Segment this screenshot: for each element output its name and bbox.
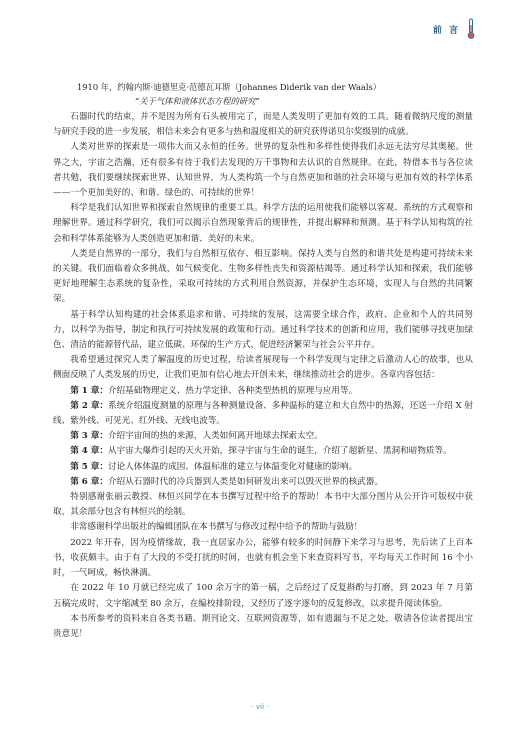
chapter-text: 系统介绍温度测量的原理与各种测量设备、多种温标的建立和大自然中的热源，还送一介绍 X 射线、紫外线、可见光、红外线、无线电波等。: [53, 400, 473, 427]
chapter-label: 第 3 章：: [70, 431, 108, 442]
chapter-summary: [53, 384, 473, 399]
chapter-text: 介绍基础物理定义、热力学定律、各种类型热机的原理与应用等。: [107, 385, 358, 396]
chapter-label: 第 5 章：: [70, 461, 108, 472]
chapter-label: 第 6 章：: [70, 476, 108, 487]
chapter-label: 第 1 章：: [70, 385, 108, 396]
chapter-summary: [53, 444, 473, 459]
paragraph: 人类对世界的探索是一项伟大而又永恒的任务。世界的复杂性和多样性使得我们永远无法穷尽其奥秘。世界之大，宇宙之浩瀚，还有很多有待于我们去发现的万千事物和去认识的自然规律。在此，特借本书与各位读者共勉，我们要继续探索世界、认知世界，为人类构筑一个与自然更加和谐的社会环境与更加有效的科学体系——一个更加美好的、和谐、绿色的、可持续的世界！: [53, 142, 473, 199]
page-header: [433, 18, 476, 40]
chapter-summary: [53, 399, 473, 429]
paragraph: 科学是我们认知世界和探索自然规律的重要工具。科学方法的运用使我们能够以客观、系统的方式观察和理解世界。通过科学研究，我们可以揭示自然现象背后的规律性，并提出解释和预测。基于科学认知构筑的社会和科学体系能够为人类创造更加和谐、美好的未来。: [53, 203, 473, 244]
preface-body: [53, 80, 473, 642]
page-number: · vii ·: [251, 703, 269, 711]
chapter-summary: [53, 460, 473, 475]
thermometer-icon: [466, 18, 476, 40]
quote-attribution: 1910 年，约翰内斯·迪德里克·范德瓦耳斯（Johannes Diderik van der Waals）: [77, 82, 382, 92]
chapter-text: 介绍宇宙间的热的来源，人类如何离开地球去探索太空。: [107, 431, 323, 442]
chapter-text: 从宇宙大爆炸引起的天火开始，探寻宇宙与生命的诞生，介绍了超新星、黑洞和暗物质等。: [107, 446, 452, 457]
header-title: 前 言: [432, 25, 460, 36]
quote-work-title: “关于气体和液体状态方程的研究”: [135, 96, 260, 106]
chapter-text: 介绍从石器时代的冷兵器到人类是如何研发出来可以毁灭世界的核武器。: [107, 476, 383, 487]
chapter-text: 讨论人体体温的成因、体温标准的建立与体温变化对健康的影响。: [107, 461, 358, 472]
paragraph: 2022 年开春，因为疫情缘故，我一直居家办公，能够有较多的时间静下来学习与思考，先后读了上百本书，收获颇丰。由于有了大段的不受打扰的时间，也就有机会坐下来查资料写书，平均每天工作时间 16 个小时，一气呵成，畅快淋漓。: [53, 537, 473, 579]
chapter-label: 第 4 章：: [70, 446, 108, 457]
paragraph: 我希望通过探究人类了解温度的历史过程，给读者展现每一个科学发现与定律之后激动人心的故事，也从侧面反映了人类发展的历史，让我们更加有信心地去开创未来，继续推动社会的进步。各章内容包括：: [53, 355, 473, 381]
paragraph: 本书所参考的资料来自各类书籍、期刊论文、互联网资源等，如有遗漏与不足之处，敬请各位读者提出宝贵意见！: [53, 613, 473, 639]
chapter-label: 第 2 章：: [70, 400, 109, 411]
paragraph: 石器时代的结束，并不是因为所有石头被用完了，而是人类发明了更加有效的工具。随着微纳尺度的测量与研究手段的进一步发展，相信未来会有更多与热和温度相关的研究获得诺贝尔奖级别的成就。: [53, 112, 473, 138]
paragraph: 特别感谢张丽云教授、林恒兴同学在本书撰写过程中给予的帮助！本书中大部分图片从公开许可版权中获取，其余部分包含有林恒兴的绘制。: [53, 492, 473, 518]
paragraph: 在 2022 年 10 月就已经完成了 100 余万字的第一稿，之后经过了反复斟酌与打磨，到 2023 年 7 月第五稿完成时，文字缩减至 80 余万，在编校排阶段，又经历了逐字逐句的反复修改，以求提升阅读体验。: [53, 583, 473, 609]
paragraph: 基于科学认知构建的社会体系追求和谐、可持续的发展，这需要全球合作，政府、企业和个人的共同努力，以科学为指导，制定和执行可持续发展的政策和行动。通过科学技术的创新和应用，我们能够寻找更加绿色、清洁的能源替代品，建立低碳、环保的生产方式，促进经济繁荣与社会公平并存。: [53, 309, 473, 351]
chapter-summary: [53, 429, 473, 444]
paragraph: 非常感谢科学出版社的编辑团队在本书撰写与修改过程中给予的帮助与鼓励！: [70, 522, 363, 533]
chapter-summary: [53, 475, 473, 490]
paragraph: 人类是自然界的一部分，我们与自然相互依存、相互影响。保持人类与自然的和谐共处是构建可持续未来的关键。我们面临着众多挑战，如气候变化、生物多样性丧失和资源枯竭等。通过科学认知和探索，我们能够更好地理解生态系统的复杂性，采取可持续的方式利用自然资源，并保护生态环境，实现人与自然的共同繁荣。: [53, 248, 473, 305]
